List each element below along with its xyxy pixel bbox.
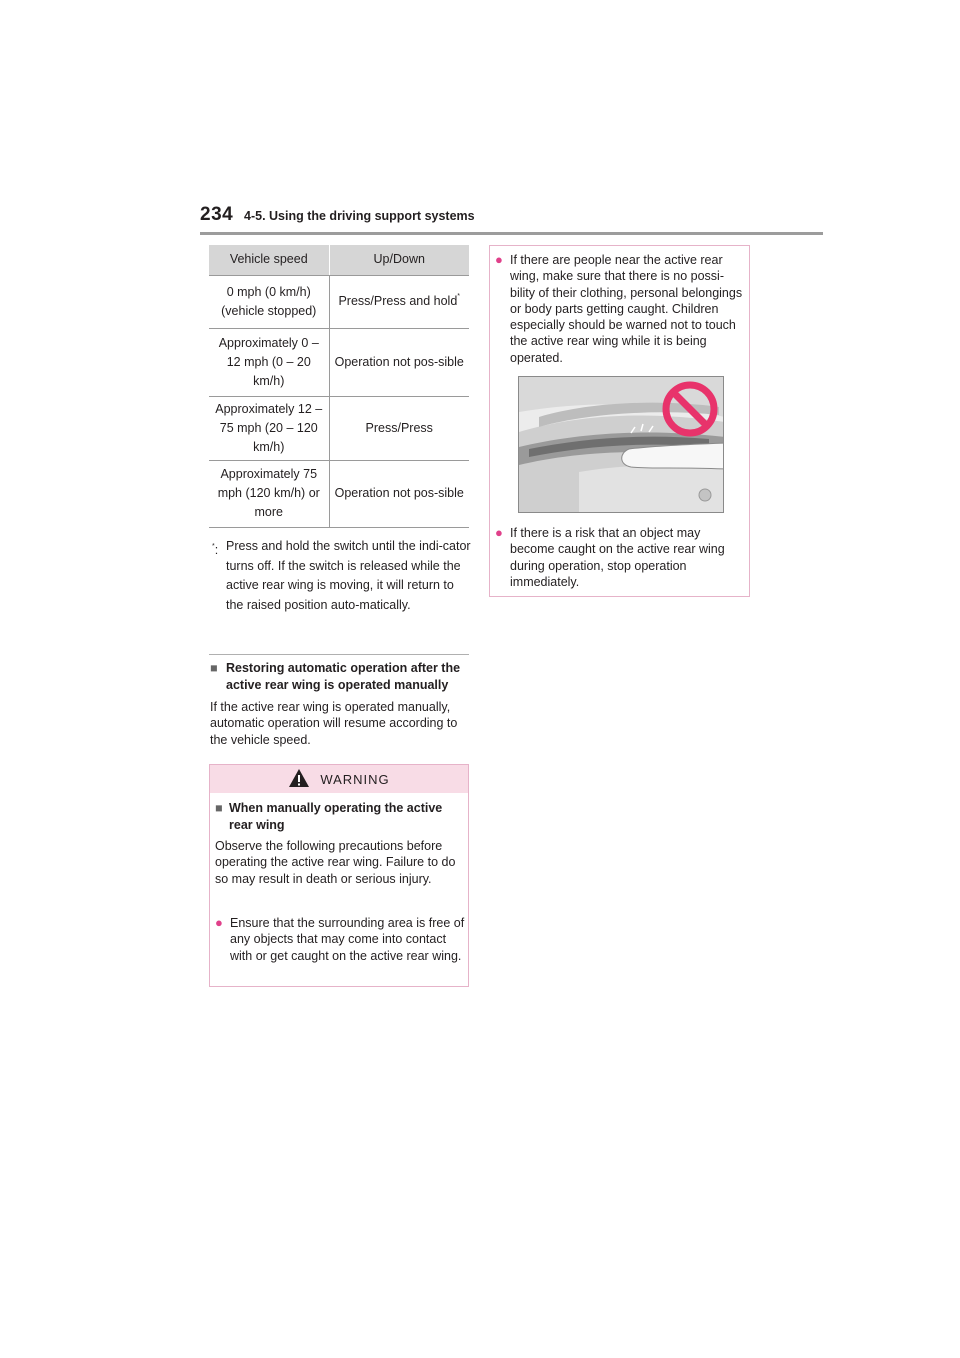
speed-cell: Approximately 0 – 12 mph (0 – 20 km/h) [209, 328, 329, 396]
table-header-row [209, 245, 469, 275]
prohibition-icon [661, 380, 719, 438]
square-bullet-icon: ■ [215, 801, 223, 815]
table-row [209, 328, 469, 396]
speed-cell: 0 mph (0 km/h) (vehicle stopped) [209, 275, 329, 328]
restoring-heading [210, 660, 472, 694]
warning-triangle-icon [288, 768, 310, 788]
action-cell: Operation not pos-sible [329, 460, 469, 527]
warning-sub-heading-text: When manually operating the active rear wing [229, 801, 443, 832]
footnote-marker: *: [212, 543, 219, 557]
bullet-dot-icon: ● [495, 252, 503, 267]
list-item [495, 525, 747, 590]
warning-continuation-box [489, 245, 750, 597]
table-row [209, 275, 469, 328]
list-item-text: Ensure that the surrounding area is free of any objects that may come into contact with or get caught on the active rear wing. [230, 916, 465, 963]
warning-header [210, 765, 468, 793]
section-title: 4-5. Using the driving support systems [244, 209, 475, 223]
restoring-body: If the active rear wing is operated manually, automatic operation will resume according to the vehicle speed. [210, 700, 458, 747]
list-item [495, 252, 747, 366]
warning-title: WARNING [320, 771, 390, 787]
footnote-text: Press and hold the switch until the indi-cator turns off. If the switch is released while the active rear wing is moving, it will return to the raised position auto-matically. [226, 539, 471, 612]
speed-cell: Approximately 12 – 75 mph (20 – 120 km/h) [209, 396, 329, 460]
table-footnote [212, 537, 474, 615]
warning-intro: Observe the following precautions before operating the active rear wing. Failure to do so may result in death or serious injury. [215, 839, 456, 886]
action-cell: Press/Press [329, 396, 469, 460]
action-cell: Operation not pos-sible [329, 328, 469, 396]
warning-sub-heading [215, 800, 463, 833]
warning-box [209, 764, 469, 987]
table-row [209, 396, 469, 460]
column-header-vehicle-speed: Vehicle speed [209, 245, 329, 275]
restoring-heading-text: Restoring automatic operation after the active rear wing is operated manually [226, 661, 461, 692]
bullet-dot-icon: ● [215, 915, 223, 930]
bullet-dot-icon: ● [495, 525, 503, 540]
page-number: 234 [200, 204, 234, 225]
footnote-mark: * [457, 293, 461, 300]
table-row [209, 460, 469, 527]
action-cell [329, 275, 469, 328]
speed-cell: Approximately 75 mph (120 km/h) or more [209, 460, 329, 527]
list-item-text: If there is a risk that an object may become caught on the active rear wing during operation, stop operation immediately. [510, 526, 725, 589]
speed-table [209, 245, 469, 528]
square-bullet-icon: ■ [210, 661, 218, 675]
action-text: Press/Press and hold [338, 294, 458, 308]
list-item [215, 915, 467, 964]
column-header-up-down: Up/Down [329, 245, 469, 275]
header-rule [200, 232, 823, 235]
list-item-text: If there are people near the active rear wing, make sure that there is no possi-bility of their clothing, personal belongings or body parts getting caught. Children especially should be warned not to touch the active rear wing while it is being operated. [510, 253, 743, 365]
section-divider [209, 654, 469, 655]
rear-wing-illustration [518, 376, 724, 513]
